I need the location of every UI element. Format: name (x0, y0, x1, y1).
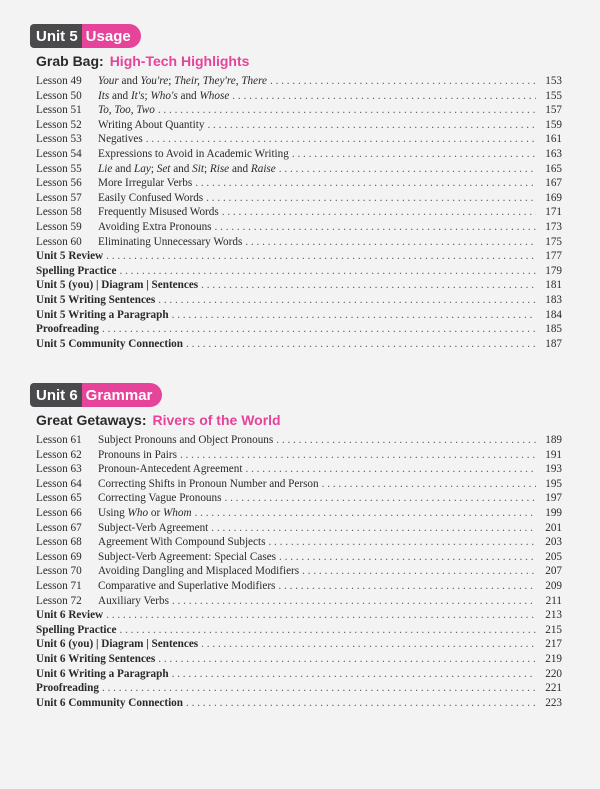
dot-leader (232, 89, 536, 104)
toc-entry (36, 220, 562, 235)
entry-title: Proofreading (36, 682, 99, 695)
page-number: 191 (545, 448, 562, 461)
dot-leader (172, 594, 536, 609)
page-number: 175 (545, 235, 562, 248)
toc-entry (36, 293, 562, 308)
entry-title: Lie and Lay; Set and Sit; Rise and Raise (98, 162, 276, 175)
page-number: 215 (545, 623, 562, 636)
section-prefix: Grab Bag: (36, 53, 104, 69)
entry-title: Subject-Verb Agreement (98, 521, 209, 534)
lesson-number: Lesson 55 (36, 162, 82, 175)
dot-leader (292, 147, 536, 162)
page-number: 165 (545, 162, 562, 175)
page-number: 183 (545, 293, 562, 306)
dot-leader (158, 293, 536, 308)
toc-entry (36, 608, 562, 623)
lesson-number: Lesson 59 (36, 220, 82, 233)
entry-title: Writing About Quantity (98, 118, 205, 131)
dot-leader (207, 118, 536, 133)
entry-title: Negatives (98, 133, 143, 146)
lesson-number: Lesson 64 (36, 477, 82, 490)
page-number: 161 (545, 133, 562, 146)
entry-title: Correcting Vague Pronouns (98, 492, 222, 505)
unit-5-section-title (36, 53, 249, 69)
toc-entry (36, 535, 562, 550)
dot-leader (186, 696, 536, 711)
toc-entry (36, 74, 562, 89)
page-number: 195 (545, 477, 562, 490)
page-number: 171 (545, 206, 562, 219)
toc-entry (36, 652, 562, 667)
entry-title: Unit 5 Community Connection (36, 337, 183, 350)
page-number: 205 (545, 550, 562, 563)
lesson-number: Lesson 49 (36, 75, 82, 87)
entry-title: More Irregular Verbs (98, 177, 193, 190)
lesson-number: Lesson 57 (36, 191, 82, 204)
toc-entry (36, 477, 562, 492)
unit-6-contents-list (36, 433, 562, 710)
toc-entry (36, 448, 562, 463)
entry-title: Pronouns in Pairs (98, 448, 177, 461)
entry-title: Avoiding Extra Pronouns (98, 220, 212, 233)
dot-leader (106, 249, 536, 264)
dot-leader (119, 264, 536, 279)
toc-entry (36, 521, 562, 536)
dot-leader (106, 608, 536, 623)
toc-entry (36, 205, 562, 220)
toc-entry (36, 162, 562, 177)
toc-entry (36, 594, 562, 609)
lesson-number: Lesson 52 (36, 118, 82, 131)
toc-entry (36, 249, 562, 264)
page-number: 167 (545, 177, 562, 190)
lesson-number: Lesson 50 (36, 89, 82, 102)
entry-title: Subject Pronouns and Object Pronouns (98, 434, 274, 446)
page-number: 220 (545, 667, 562, 680)
page-number: 157 (545, 104, 562, 117)
toc-entry (36, 176, 562, 191)
entry-title: Eliminating Unnecessary Words (98, 235, 243, 248)
page-number: 207 (545, 565, 562, 578)
lesson-number: Lesson 63 (36, 463, 82, 476)
entry-title: Agreement With Compound Subjects (98, 536, 266, 549)
page-number: 155 (545, 89, 562, 102)
lesson-number: Lesson 71 (36, 579, 82, 592)
entry-title: Subject-Verb Agreement: Special Cases (98, 550, 277, 563)
page-number: 219 (545, 652, 562, 665)
toc-entry (36, 147, 562, 162)
dot-leader (158, 652, 536, 667)
toc-entry (36, 491, 562, 506)
lesson-number: Lesson 70 (36, 565, 82, 578)
entry-title: Unit 5 Review (36, 250, 104, 263)
toc-entry (36, 322, 562, 337)
lesson-number: Lesson 65 (36, 492, 82, 505)
dot-leader (279, 162, 536, 177)
dot-leader (276, 433, 536, 448)
entry-title: Unit 5 Writing Sentences (36, 293, 156, 306)
lesson-number: Lesson 69 (36, 550, 82, 563)
dot-leader (322, 477, 536, 492)
toc-entry (36, 579, 562, 594)
entry-title: Pronoun-Antecedent Agreement (98, 463, 243, 476)
section-theme: High-Tech Highlights (109, 53, 250, 69)
entry-title: Unit 6 Community Connection (36, 696, 183, 709)
lesson-number: Lesson 67 (36, 521, 82, 534)
dot-leader (278, 579, 536, 594)
page-number: 169 (545, 191, 562, 204)
entry-title: Unit 6 Writing Sentences (36, 652, 156, 665)
lesson-number: Lesson 68 (36, 536, 82, 549)
lesson-number: Lesson 54 (36, 147, 82, 160)
page-number: 184 (545, 308, 562, 321)
lesson-number: Lesson 58 (36, 206, 82, 219)
unit-6-section-title (36, 412, 281, 428)
toc-entry (36, 696, 562, 711)
page-number: 185 (545, 323, 562, 336)
entry-title: Unit 6 Writing a Paragraph (36, 667, 169, 680)
dot-leader (186, 337, 536, 352)
toc-entry (36, 89, 562, 104)
dot-leader (195, 506, 536, 521)
entry-title: Using Who or Whom (98, 506, 192, 519)
lesson-number: Lesson 51 (36, 104, 82, 117)
toc-entry (36, 506, 562, 521)
dot-leader (172, 308, 536, 323)
dot-leader (195, 176, 536, 191)
page-number: 211 (545, 594, 562, 607)
entry-title: Unit 6 Review (36, 609, 104, 622)
toc-entry (36, 681, 562, 696)
toc-entry (36, 191, 562, 206)
page-number: 173 (545, 220, 562, 233)
section-theme: Rivers of the World (152, 412, 281, 428)
lesson-number: Lesson 53 (36, 133, 82, 146)
dot-leader (224, 491, 536, 506)
toc-entry (36, 235, 562, 250)
dot-leader (102, 681, 536, 696)
dot-leader (270, 74, 536, 89)
page-number: 193 (545, 463, 562, 476)
page-number: 159 (545, 118, 562, 131)
toc-entry (36, 462, 562, 477)
lesson-number: Lesson 60 (36, 235, 82, 248)
dot-leader (245, 235, 536, 250)
entry-title: Spelling Practice (36, 623, 117, 636)
toc-entry (36, 103, 562, 118)
entry-title: Auxiliary Verbs (98, 594, 169, 607)
entry-title: Comparative and Superlative Modifiers (98, 579, 276, 592)
page-number: 163 (545, 147, 562, 160)
toc-entry (36, 667, 562, 682)
toc-entry (36, 637, 562, 652)
page-number: 197 (545, 492, 562, 505)
dot-leader (172, 667, 536, 682)
toc-entry (36, 308, 562, 323)
dot-leader (302, 564, 536, 579)
page-number: 221 (545, 682, 562, 695)
dot-leader (201, 637, 536, 652)
entry-title: Your and You're; Their, They're, There (98, 75, 268, 87)
page-number: 153 (545, 75, 562, 87)
page-number: 217 (545, 638, 562, 651)
dot-leader (201, 278, 536, 293)
dot-leader (206, 191, 536, 206)
entry-title: Unit 6 (you) | Diagram | Sentences (36, 638, 199, 651)
entry-title: To, Too, Two (98, 104, 155, 117)
toc-entry (36, 264, 562, 279)
toc-entry (36, 564, 562, 579)
toc-entry (36, 337, 562, 352)
unit-topic: Grammar (82, 383, 163, 407)
dot-leader (222, 205, 536, 220)
page-number: 223 (545, 696, 562, 709)
entry-title: Correcting Shifts in Pronoun Number and Person (98, 477, 319, 490)
dot-leader (119, 623, 536, 638)
toc-entry (36, 132, 562, 147)
toc-entry (36, 550, 562, 565)
unit-5-contents-list (36, 74, 562, 351)
unit-5-header (30, 24, 141, 48)
dot-leader (245, 462, 536, 477)
unit-label: Unit 6 (30, 383, 82, 407)
dot-leader (158, 103, 536, 118)
entry-title: Expressions to Avoid in Academic Writing (98, 147, 289, 160)
page-number: 209 (545, 579, 562, 592)
dot-leader (146, 132, 536, 147)
dot-leader (211, 521, 536, 536)
page-number: 199 (545, 506, 562, 519)
page-number: 187 (545, 337, 562, 350)
toc-entry (36, 118, 562, 133)
dot-leader (180, 448, 536, 463)
page-number: 177 (545, 250, 562, 263)
toc-entry (36, 623, 562, 638)
page-number: 189 (545, 434, 562, 446)
dot-leader (215, 220, 536, 235)
toc-entry (36, 278, 562, 293)
lesson-number: Lesson 72 (36, 594, 82, 607)
entry-title: Spelling Practice (36, 264, 117, 277)
entry-title: Avoiding Dangling and Misplaced Modifiers (98, 565, 300, 578)
lesson-number: Lesson 62 (36, 448, 82, 461)
toc-entry (36, 433, 562, 448)
dot-leader (268, 535, 536, 550)
entry-title: Proofreading (36, 323, 99, 336)
page-number: 203 (545, 536, 562, 549)
entry-title: Its and It's; Who's and Whose (98, 89, 230, 102)
page-number: 213 (545, 609, 562, 622)
page-number: 201 (545, 521, 562, 534)
page-number: 181 (545, 279, 562, 292)
entry-title: Frequently Misused Words (98, 206, 219, 219)
unit-topic: Usage (82, 24, 141, 48)
lesson-number: Lesson 61 (36, 434, 82, 446)
lesson-number: Lesson 66 (36, 506, 82, 519)
unit-label: Unit 5 (30, 24, 82, 48)
entry-title: Easily Confused Words (98, 191, 204, 204)
unit-6-header (30, 383, 162, 407)
page-number: 179 (545, 264, 562, 277)
entry-title: Unit 5 (you) | Diagram | Sentences (36, 279, 199, 292)
dot-leader (102, 322, 536, 337)
section-prefix: Great Getaways: (36, 412, 147, 428)
lesson-number: Lesson 56 (36, 177, 82, 190)
entry-title: Unit 5 Writing a Paragraph (36, 308, 169, 321)
dot-leader (279, 550, 536, 565)
